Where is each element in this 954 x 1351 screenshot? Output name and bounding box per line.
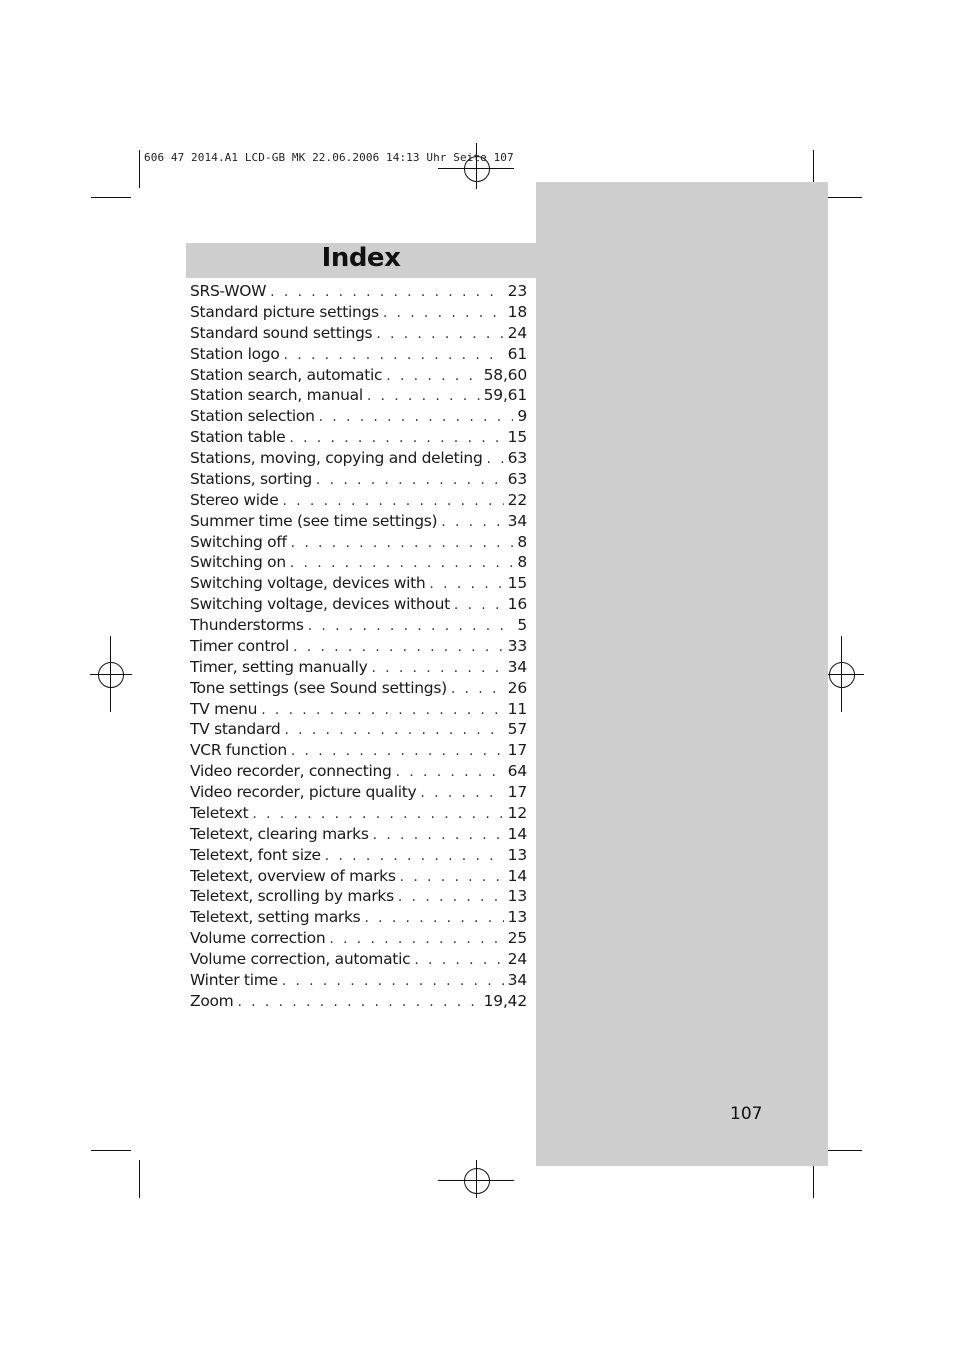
dot-leader bbox=[308, 616, 514, 636]
index-entry bbox=[190, 302, 527, 323]
dot-leader bbox=[290, 553, 513, 573]
index-page-ref: 33 bbox=[507, 636, 527, 655]
index-entry bbox=[190, 782, 527, 803]
dot-leader bbox=[383, 303, 504, 323]
index-term: TV menu bbox=[190, 699, 258, 718]
dot-leader bbox=[420, 783, 503, 803]
index-entry bbox=[190, 970, 527, 991]
index-entry bbox=[190, 907, 527, 928]
index-entry bbox=[190, 803, 527, 824]
index-page-ref: 15 bbox=[507, 428, 527, 447]
dot-leader bbox=[252, 804, 503, 824]
dot-leader bbox=[289, 428, 503, 448]
crop-mark bbox=[139, 1160, 140, 1198]
index-page-ref: 13 bbox=[507, 845, 527, 864]
registration-crosshair bbox=[476, 1160, 477, 1198]
index-entry bbox=[190, 594, 527, 615]
dot-leader bbox=[316, 470, 504, 490]
dot-leader bbox=[451, 679, 504, 699]
index-term: Standard sound settings bbox=[190, 323, 373, 342]
index-term: Switching voltage, devices without bbox=[190, 595, 450, 614]
index-page-ref: 22 bbox=[507, 490, 527, 509]
index-page-ref: 5 bbox=[517, 616, 527, 634]
dot-leader bbox=[371, 658, 503, 678]
crop-mark bbox=[822, 1150, 862, 1151]
index-entry bbox=[190, 866, 527, 887]
index-term: Standard picture settings bbox=[190, 302, 379, 321]
index-term: Teletext, font size bbox=[190, 845, 321, 864]
index-page-ref: 34 bbox=[507, 511, 527, 530]
dot-leader bbox=[329, 929, 503, 949]
index-page-ref: 25 bbox=[507, 929, 527, 948]
index-entry bbox=[190, 281, 527, 302]
index-entry bbox=[190, 699, 527, 720]
index-term: Stations, sorting bbox=[190, 469, 312, 488]
index-term: Stereo wide bbox=[190, 490, 279, 509]
dot-leader bbox=[282, 971, 504, 991]
index-entry bbox=[190, 761, 527, 782]
index-page-ref: 16 bbox=[507, 595, 527, 614]
index-page-ref: 12 bbox=[507, 803, 527, 822]
index-page-ref: 17 bbox=[507, 741, 527, 760]
index-page-ref: 57 bbox=[507, 720, 527, 739]
index-entry bbox=[190, 406, 527, 427]
index-term: SRS-WOW bbox=[190, 282, 267, 300]
index-page-ref: 15 bbox=[507, 574, 527, 593]
dot-leader bbox=[486, 449, 503, 469]
index-page-ref: 9 bbox=[517, 407, 527, 426]
registration-crosshair bbox=[841, 636, 842, 712]
print-header: 606 47 2014.A1 LCD-GB MK 22.06.2006 14:13 Uhr Seite 107 bbox=[144, 151, 514, 164]
index-term: Station logo bbox=[190, 344, 280, 363]
index-term: Stations, moving, copying and deleting bbox=[190, 449, 483, 467]
index-term: Station selection bbox=[190, 407, 315, 426]
index-page-ref: 26 bbox=[507, 678, 527, 697]
index-term: TV standard bbox=[190, 720, 281, 739]
index-page-ref: 34 bbox=[507, 970, 527, 989]
index-page-ref: 8 bbox=[517, 553, 527, 572]
index-page-ref: 63 bbox=[507, 469, 527, 488]
dot-leader bbox=[414, 950, 503, 970]
index-term: Switching off bbox=[190, 532, 287, 551]
index-page-ref: 64 bbox=[507, 762, 527, 781]
dot-leader bbox=[237, 992, 479, 1012]
index-entry bbox=[190, 323, 527, 344]
registration-crosshair bbox=[90, 674, 132, 675]
crop-mark bbox=[822, 197, 862, 198]
index-entry bbox=[190, 448, 527, 469]
index-entry bbox=[190, 886, 527, 907]
index-entry bbox=[190, 991, 527, 1012]
index-entry bbox=[190, 845, 527, 866]
index-term: Volume correction, automatic bbox=[190, 950, 411, 968]
index-entry bbox=[190, 344, 527, 365]
index-page-ref: 19,42 bbox=[483, 991, 527, 1010]
index-term: Teletext bbox=[190, 803, 249, 822]
registration-crosshair bbox=[822, 674, 864, 675]
index-list bbox=[190, 281, 527, 1012]
index-entry bbox=[190, 615, 527, 636]
dot-leader bbox=[291, 533, 514, 553]
dot-leader bbox=[291, 741, 504, 761]
index-page-ref: 34 bbox=[507, 657, 527, 676]
index-entry bbox=[190, 719, 527, 740]
dot-leader bbox=[283, 491, 504, 511]
index-page-ref: 11 bbox=[507, 699, 527, 718]
index-page-ref: 13 bbox=[507, 887, 527, 906]
registration-crosshair bbox=[110, 636, 111, 712]
index-page-ref: 8 bbox=[517, 532, 527, 551]
index-page-ref: 14 bbox=[507, 824, 527, 843]
index-term: Station search, automatic bbox=[190, 365, 383, 384]
dot-leader bbox=[319, 407, 514, 427]
index-entry bbox=[190, 427, 527, 448]
dot-leader bbox=[261, 700, 503, 720]
dot-leader bbox=[293, 637, 504, 657]
index-entry bbox=[190, 469, 527, 490]
index-term: Volume correction bbox=[190, 929, 326, 948]
index-term: Teletext, overview of marks bbox=[190, 866, 396, 885]
registration-mark-icon bbox=[464, 1168, 490, 1194]
crop-mark bbox=[91, 1150, 131, 1151]
title-bar bbox=[186, 243, 536, 278]
index-term: Switching on bbox=[190, 553, 286, 572]
index-entry bbox=[190, 385, 527, 406]
index-page-ref: 63 bbox=[507, 449, 527, 467]
index-entry bbox=[190, 636, 527, 657]
dot-leader bbox=[284, 345, 504, 365]
index-entry bbox=[190, 949, 527, 970]
index-term: Teletext, setting marks bbox=[190, 908, 361, 927]
index-entry bbox=[190, 511, 527, 532]
index-entry bbox=[190, 740, 527, 761]
dot-leader bbox=[441, 512, 503, 532]
index-page-ref: 13 bbox=[507, 908, 527, 927]
page-number: 107 bbox=[730, 1104, 763, 1124]
index-entry bbox=[190, 490, 527, 511]
dot-leader bbox=[429, 574, 503, 594]
registration-crosshair bbox=[476, 143, 477, 189]
index-page-ref: 24 bbox=[507, 950, 527, 968]
dot-leader bbox=[284, 720, 503, 740]
index-term: Winter time bbox=[190, 970, 278, 989]
index-entry bbox=[190, 552, 527, 573]
dot-leader bbox=[373, 825, 504, 845]
registration-mark-icon bbox=[98, 662, 124, 688]
index-page-ref: 58,60 bbox=[483, 365, 527, 384]
index-term: Teletext, scrolling by marks bbox=[190, 887, 394, 906]
index-term: Summer time (see time settings) bbox=[190, 511, 438, 530]
registration-mark-icon bbox=[829, 662, 855, 688]
index-term: Station table bbox=[190, 428, 286, 447]
dot-leader bbox=[386, 366, 479, 386]
index-term: Video recorder, connecting bbox=[190, 762, 392, 781]
dot-leader bbox=[376, 324, 503, 344]
index-entry bbox=[190, 678, 527, 699]
dot-leader bbox=[325, 846, 504, 866]
index-page-ref: 23 bbox=[507, 282, 527, 300]
crop-mark bbox=[139, 150, 140, 188]
index-term: Zoom bbox=[190, 991, 234, 1010]
index-term: Timer, setting manually bbox=[190, 657, 368, 676]
dot-leader bbox=[400, 867, 504, 887]
index-page-ref: 17 bbox=[507, 783, 527, 801]
index-entry bbox=[190, 824, 527, 845]
dot-leader bbox=[364, 908, 503, 928]
index-term: Thunderstorms bbox=[190, 616, 304, 634]
crop-mark bbox=[91, 197, 131, 198]
index-entry bbox=[190, 365, 527, 386]
side-panel bbox=[536, 182, 828, 1166]
index-entry bbox=[190, 573, 527, 594]
index-page-ref: 18 bbox=[507, 302, 527, 321]
index-term: Switching voltage, devices with bbox=[190, 574, 426, 593]
index-term: Video recorder, picture quality bbox=[190, 783, 417, 801]
dot-leader bbox=[367, 386, 480, 406]
dot-leader bbox=[270, 282, 504, 302]
index-page-ref: 61 bbox=[507, 344, 527, 363]
index-entry bbox=[190, 532, 527, 553]
index-term: VCR function bbox=[190, 741, 287, 760]
dot-leader bbox=[396, 762, 504, 782]
index-term: Teletext, clearing marks bbox=[190, 824, 369, 843]
index-page-ref: 14 bbox=[507, 866, 527, 885]
dot-leader bbox=[398, 887, 504, 907]
index-entry bbox=[190, 928, 527, 949]
dot-leader bbox=[454, 595, 504, 615]
index-page-ref: 24 bbox=[507, 323, 527, 342]
index-term: Tone settings (see Sound settings) bbox=[190, 678, 447, 697]
index-term: Timer control bbox=[190, 636, 290, 655]
index-entry bbox=[190, 657, 527, 678]
index-term: Station search, manual bbox=[190, 386, 363, 405]
index-page-ref: 59,61 bbox=[483, 386, 527, 405]
page-title: Index bbox=[321, 243, 401, 273]
